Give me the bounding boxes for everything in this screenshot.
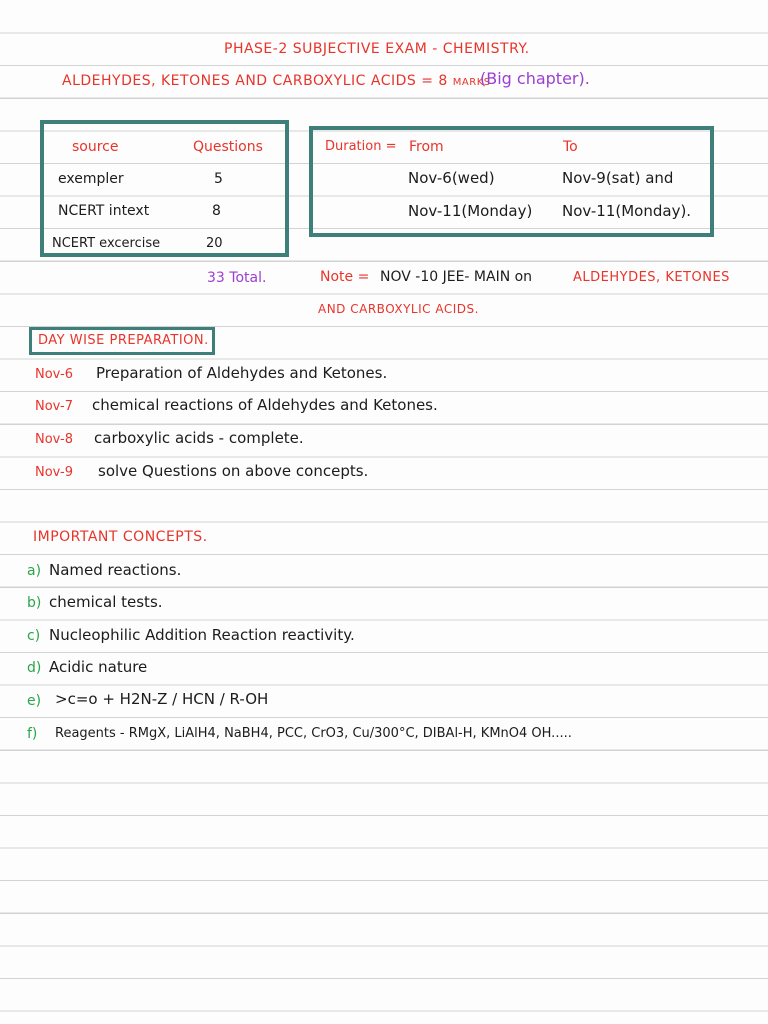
duration-to-date: Nov-11(Monday).: [562, 202, 692, 220]
concept-marker: d): [27, 660, 42, 676]
day-task: Preparation of Aldehydes and Ketones.: [96, 364, 388, 382]
concept-marker: c): [27, 628, 41, 644]
note-text: NOV -10 JEE- MAIN on: [380, 269, 533, 285]
concept-marker: b): [27, 595, 42, 611]
duration-from-label: From: [409, 139, 444, 155]
duration-to-date: Nov-9(sat) and: [562, 169, 674, 187]
day-task: carboxylic acids - complete.: [94, 429, 304, 447]
source-name: NCERT excercise: [52, 236, 161, 251]
day-label: Nov-6: [35, 367, 73, 382]
page-title: PHASE-2 SUBJECTIVE EXAM - CHEMISTRY.: [224, 41, 530, 57]
concept-marker: f): [27, 726, 38, 742]
concept-text: Named reactions.: [49, 561, 182, 579]
note-topic-continued: AND CARBOXYLIC ACIDS.: [318, 302, 479, 316]
source-name: exempler: [58, 171, 124, 187]
concept-text: Acidic nature: [49, 658, 148, 676]
day-label: Nov-9: [35, 465, 73, 480]
duration-from-date: Nov-11(Monday): [408, 202, 533, 220]
day-label: Nov-7: [35, 399, 73, 414]
day-task: solve Questions on above concepts.: [98, 462, 369, 480]
source-name: NCERT intext: [58, 203, 150, 219]
source-count: 20: [206, 236, 223, 251]
duration-to-label: To: [563, 139, 578, 155]
concept-text: chemical tests.: [49, 593, 163, 611]
subtitle-note: (Big chapter).: [480, 69, 590, 88]
source-count: 8: [212, 203, 221, 219]
source-count: 5: [214, 171, 223, 187]
concept-text: Reagents - RMgX, LiAlH4, NaBH4, PCC, CrO3, Cu/300°C, DIBAl-H, KMnO4 OH.....: [55, 726, 572, 741]
sources-total: 33 Total.: [207, 270, 267, 286]
concept-marker: e): [27, 693, 42, 709]
concepts-heading: IMPORTANT CONCEPTS.: [33, 529, 208, 545]
duration-from-date: Nov-6(wed): [408, 169, 495, 187]
day-wise-heading: DAY WISE PREPARATION.: [38, 333, 209, 348]
page-subtitle: ALDEHYDES, KETONES AND CARBOXYLIC ACIDS = 8 marks: [62, 73, 491, 89]
sources-col-questions: Questions: [193, 139, 263, 155]
concept-text: Nucleophilic Addition Reaction reactivity.: [49, 626, 355, 644]
day-task: chemical reactions of Aldehydes and Ketones.: [92, 396, 438, 414]
note-topic: ALDEHYDES, KETONES: [573, 270, 730, 285]
concept-marker: a): [27, 563, 42, 579]
sources-col-source: source: [72, 139, 119, 155]
concept-text: >c=o + H2N-Z / HCN / R-OH: [55, 690, 269, 708]
note-label: Note =: [320, 269, 370, 285]
duration-label: Duration =: [325, 139, 397, 154]
day-label: Nov-8: [35, 432, 73, 447]
